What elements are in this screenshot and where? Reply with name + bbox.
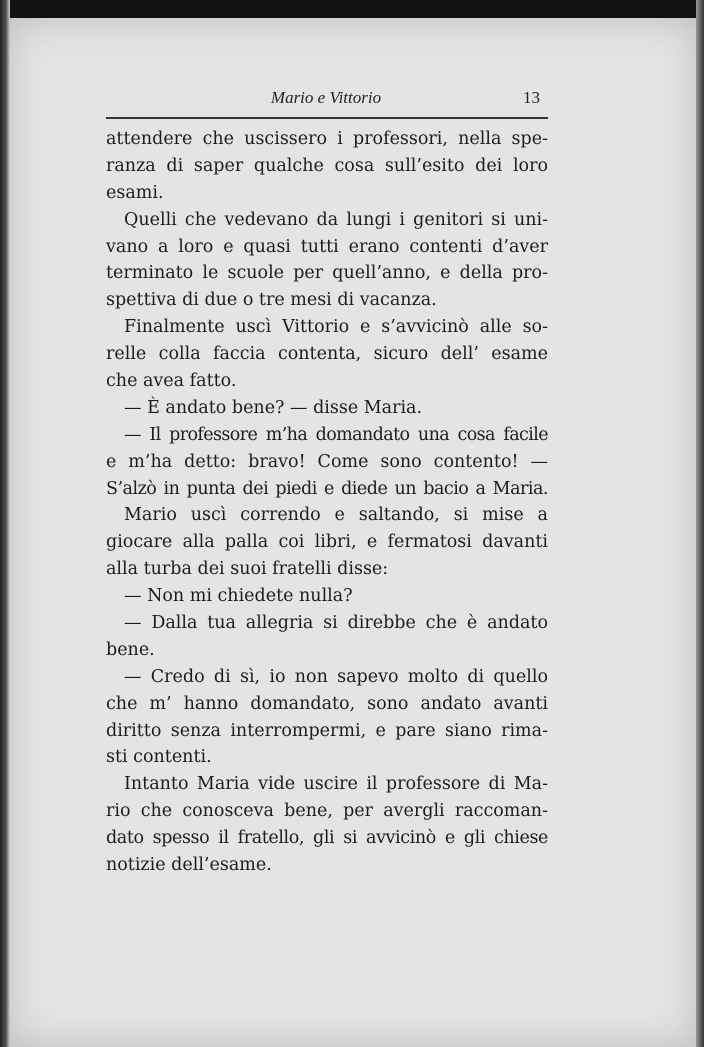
text-line: che m’ hanno domandato, sono andato avanti: [106, 693, 548, 714]
text-line: dato spesso il fratello, gli si avvicinò e gli chiese: [106, 828, 548, 849]
text-line: — È andato bene? — disse Maria.: [124, 397, 423, 418]
text-line: sti contenti.: [106, 747, 212, 768]
text-line: esami.: [106, 182, 164, 203]
text-line: attendere che uscissero i professori, nella spe-: [106, 129, 548, 149]
text-line: Mario uscì correndo e saltando, si mise a: [124, 505, 548, 526]
book-spine-edge: [0, 0, 10, 1047]
text-line: — Dalla tua allegria si direbbe che è andato: [124, 613, 548, 634]
text-line: giocare alla palla coi libri, e fermatosi davanti: [106, 532, 548, 553]
text-line: che avea fatto.: [106, 371, 237, 392]
text-line: terminato le scuole per quell’anno, e della pro-: [106, 263, 548, 284]
text-line: diritto senza interrompermi, e pare siano rima-: [106, 720, 548, 741]
text-line: — Non mi chiedete nulla?: [124, 586, 353, 607]
text-line: — Il professore m’ha domandato una cosa facile: [124, 424, 548, 445]
text-line: S’alzò in punta dei piedi e diede un bacio a Maria.: [106, 478, 548, 499]
running-title: Mario e Vittorio: [270, 88, 382, 107]
text-line: bene.: [106, 639, 155, 660]
text-line: alla turba dei suoi fratelli disse:: [106, 559, 389, 580]
text-line: e m’ha detto: bravo! Come sono contento! —: [106, 451, 548, 472]
text-line: relle colla faccia contenta, sicuro dell’ esame: [106, 344, 548, 365]
page-right-edge: [696, 0, 704, 1047]
text-line: Quelli che vedevano da lungi i genitori si uni-: [124, 209, 548, 230]
text-line: spettiva di due o tre mesi di vacanza.: [106, 290, 437, 311]
text-line: rio che conosceva bene, per avergli raccoman-: [106, 801, 548, 822]
scan-top-border: [0, 0, 704, 18]
text-line: ranza di saper qualche cosa sull’esito dei loro: [106, 155, 548, 176]
header-rule: [106, 117, 548, 119]
running-header: [106, 86, 546, 112]
page-body: [106, 126, 548, 879]
text-line: notizie dell’esame.: [106, 855, 272, 876]
text-line: Finalmente uscì Vittorio e s’avvicinò alle so-: [124, 317, 548, 338]
text-line: — Credo di sì, io non sapevo molto di quello: [124, 666, 548, 687]
text-line: vano a loro e quasi tutti erano contenti d’aver: [106, 236, 548, 257]
text-line: Intanto Maria vide uscire il professore di Ma-: [124, 774, 548, 795]
page-number: 13: [523, 88, 540, 107]
